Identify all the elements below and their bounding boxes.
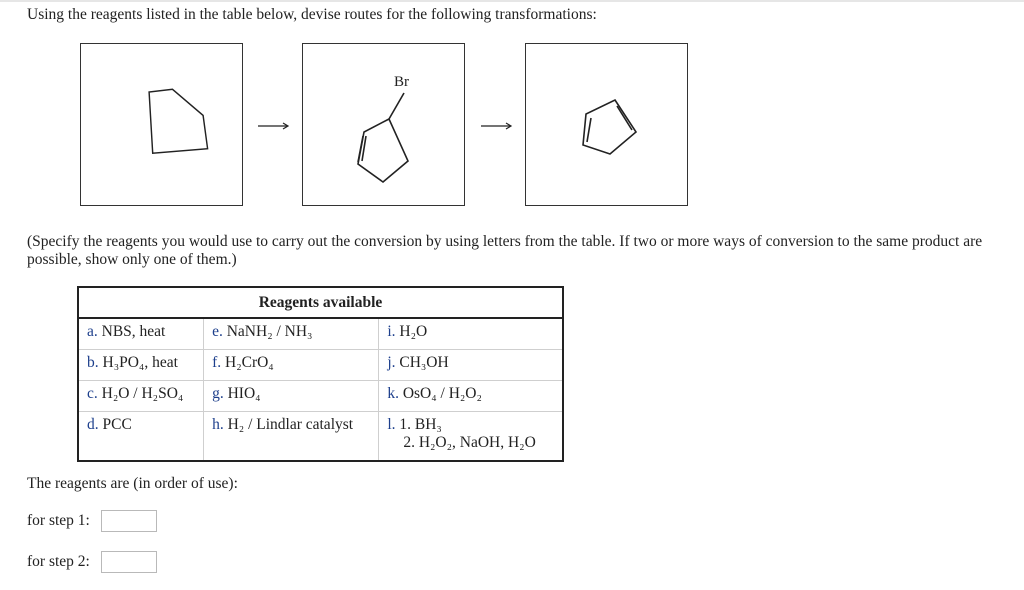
step1-label: for step 1: (27, 512, 90, 529)
reagent-letter: a. (87, 323, 98, 340)
reagent-letter: b. (87, 354, 99, 371)
reagent-letter: h. (212, 416, 224, 433)
reagent-letter: l. (387, 416, 396, 433)
table-row (78, 318, 563, 350)
table-row (78, 350, 563, 381)
reagent-l (379, 412, 563, 462)
reagent-text: H₃PO₄, heat (102, 354, 178, 371)
reagent-letter: c. (87, 385, 98, 402)
reagent-letter: j. (387, 354, 396, 371)
reagent-e (204, 318, 379, 350)
reagents-table (77, 286, 564, 462)
specify-instructions: (Specify the reagents you would use to carry out the conversion by using letters from the table. If two or more ways of conversion to the same product are possible, show only one of them.) (27, 233, 983, 268)
reagent-g (204, 381, 379, 412)
step2-label: for step 2: (27, 553, 90, 570)
step2-input[interactable] (101, 551, 157, 573)
reagent-text: HIO₄ (227, 385, 261, 402)
top-divider (0, 0, 1024, 2)
reagent-f (204, 350, 379, 381)
structure-box-end (525, 43, 688, 206)
structure-box-middle (302, 43, 465, 206)
reagent-text-line2: 2. H₂O₂, NaOH, H₂O (403, 434, 536, 451)
reagent-letter: e. (212, 323, 223, 340)
reagent-letter: f. (212, 354, 222, 371)
reagent-text: H₂CrO₄ (225, 354, 274, 371)
reagent-b (78, 350, 204, 381)
reagent-j (379, 350, 563, 381)
reagent-text: H₂ / Lindlar catalyst (227, 416, 354, 433)
cyclopentene-structure-end (526, 44, 689, 207)
reagent-d (78, 412, 204, 462)
reagent-text: NaNH₂ / NH₃ (226, 323, 313, 340)
reagent-k (379, 381, 563, 412)
bromo-cyclopentene-structure (303, 44, 466, 207)
reaction-arrow-2 (480, 119, 514, 138)
reagent-letter: k. (387, 385, 399, 402)
reagent-text: CH₃OH (399, 354, 449, 371)
reagent-letter: d. (87, 416, 99, 433)
reagent-text: H₂O / H₂SO₄ (101, 385, 184, 402)
reagent-text: H₂O (399, 323, 428, 340)
table-row (78, 381, 563, 412)
reagent-a (78, 318, 204, 350)
question-intro: Using the reagents listed in the table below, devise routes for the following transformations: (27, 6, 597, 23)
reaction-arrow-1 (257, 119, 291, 138)
structure-box-start (80, 43, 243, 206)
reagent-text: PCC (102, 416, 132, 433)
reagent-letter: i. (387, 323, 396, 340)
reagent-c (78, 381, 204, 412)
cyclopentene-structure (81, 44, 244, 207)
reagent-text: NBS, heat (101, 323, 166, 340)
step1-input[interactable] (101, 510, 157, 532)
reagent-h (204, 412, 379, 462)
table-title: Reagents available (78, 287, 563, 318)
answer-label: The reagents are (in order of use): (27, 475, 238, 492)
reagent-text: 1. BH₃ (399, 416, 442, 433)
reagent-text: OsO₄ / H₂O₂ (402, 385, 482, 402)
table-row (78, 412, 563, 462)
reagent-letter: g. (212, 385, 224, 402)
reagent-i (379, 318, 563, 350)
bromine-label: Br (394, 74, 409, 90)
